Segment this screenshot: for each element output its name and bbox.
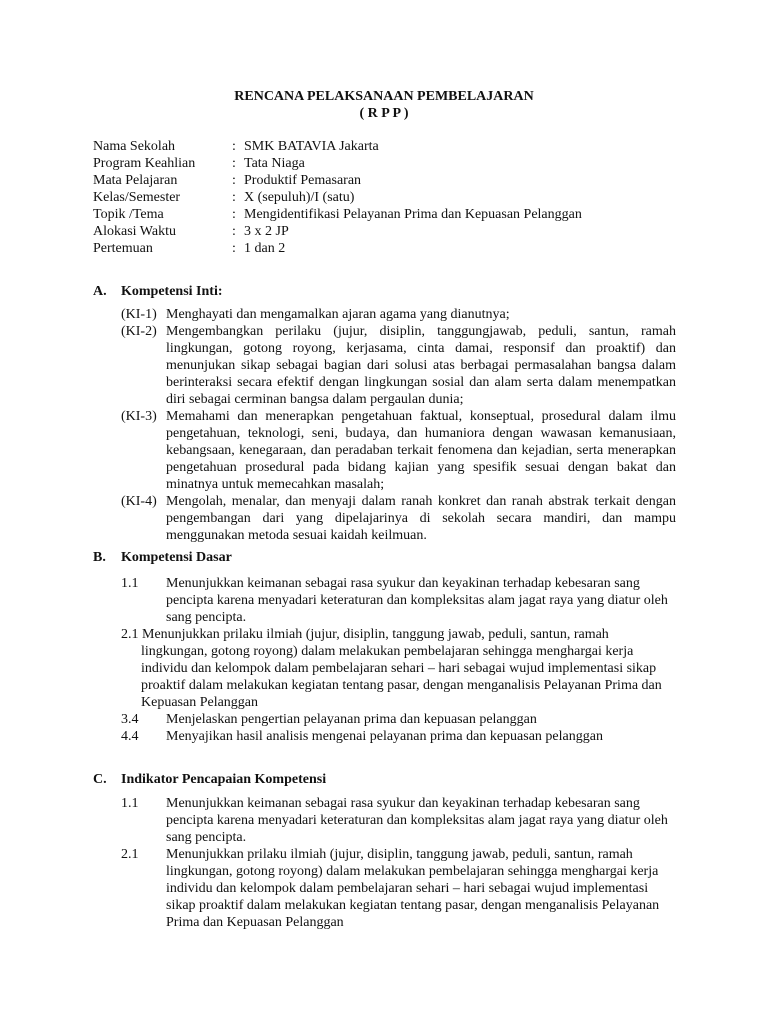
info-value: SMK BATAVIA Jakarta: [244, 139, 379, 154]
info-value: Mengidentifikasi Pelayanan Prima dan Kepuasan Pelanggan: [244, 207, 582, 222]
info-colon: :: [232, 207, 236, 222]
kd-number: 4.4: [121, 729, 139, 744]
list-item: [121, 408, 676, 493]
info-label: Pertemuan: [93, 241, 153, 256]
info-colon: :: [232, 241, 236, 256]
kd-text: Menjelaskan pengertian pelayanan prima dan kepuasan pelanggan: [166, 712, 537, 727]
list-item: [121, 306, 676, 323]
list-item: [121, 728, 676, 745]
info-colon: :: [232, 190, 236, 205]
list-item: [121, 711, 676, 728]
list-item: [121, 626, 676, 711]
kompetensi-inti-list: [121, 306, 676, 544]
info-colon: :: [232, 139, 236, 154]
ki-code: (KI-2): [121, 324, 157, 339]
info-value: Produktif Pemasaran: [244, 173, 362, 188]
kd-number: 3.4: [121, 712, 139, 727]
ipk-number: 2.1: [121, 847, 139, 862]
ki-text: Menghayati dan mengamalkan ajaran agama yang dianutnya;: [166, 307, 510, 322]
info-value: Tata Niaga: [244, 156, 305, 171]
ipk-text: Menunjukkan prilaku ilmiah (jujur, disiplin, tanggung jawab, peduli, santun, ramah lingkungan, gotong royong) dalam melakukan pembelajaran sehingga menghargai kerja individu dan kelompok dalam pembelajaran sehari – hari sebagai wujud implementasi sikap proaktif dalam melakukan kegiatan tentang pasar, dengan menganalisis Pelayanan Prima dan Kepuasan Pelanggan: [166, 847, 660, 930]
ipk-number: 1.1: [121, 796, 139, 811]
ki-text: Mengolah, menalar, dan menyaji dalam ranah konkret dan ranah abstrak terkait dengan pengembangan dari yang dipelajarinya di sekolah secara mandiri, dan mampu menggunakan metoda sesuai kaidah keilmuan.: [166, 494, 676, 543]
indikator-list: [121, 795, 676, 931]
section-title: Indikator Pencapaian Kompetensi: [121, 772, 327, 787]
info-colon: :: [232, 173, 236, 188]
list-item: [121, 575, 676, 626]
list-item: [121, 795, 676, 846]
info-label: Kelas/Semester: [93, 190, 181, 205]
section-heading-indikator: [93, 771, 326, 788]
info-colon: :: [232, 224, 236, 239]
section-letter: B.: [93, 550, 106, 565]
section-title: Kompetensi Inti:: [121, 284, 223, 299]
section-title: Kompetensi Dasar: [121, 550, 232, 565]
section-heading-kompetensi-dasar: [93, 549, 232, 566]
section-letter: A.: [93, 284, 107, 299]
info-value: X (sepuluh)/I (satu): [244, 190, 355, 205]
info-label: Topik /Tema: [93, 207, 164, 222]
info-label: Nama Sekolah: [93, 139, 176, 154]
document-subtitle: ( R P P ): [359, 106, 409, 121]
section-heading-kompetensi-inti: [93, 283, 223, 300]
ki-text: Memahami dan menerapkan pengetahuan faktual, konseptual, prosedural dalam ilmu pengetahuan, teknologi, seni, budaya, dan humaniora dengan wawasan kemanusiaan, kebangsaan, kenegaraan, dan peradaban terkait fenomena dan kejadian, serta menerapkan pengetahuan prosedural pada bidang kajian yang spesifik sesuai dengan bakat dan minatnya untuk memecahkan masalah;: [166, 409, 676, 492]
kd-text: Menunjukkan keimanan sebagai rasa syukur dan keyakinan terhadap kebesaran sang pencipta karena menyadari keteraturan dan kompleksitas alam jagat raya yang diatur oleh sang pencipta.: [166, 576, 668, 625]
ipk-text: Menunjukkan keimanan sebagai rasa syukur dan keyakinan terhadap kebesaran sang pencipta karena menyadari keteraturan dan kompleksitas alam jagat raya yang diatur oleh sang pencipta.: [166, 796, 668, 845]
list-item: [121, 323, 676, 408]
ki-text: Mengembangkan perilaku (jujur, disiplin, tanggungjawab, peduli, santun, ramah lingkungan, gotong royong, kerjasama, cinta damai, responsif dan proaktif) dan menunjukan sikap sebagai bagian dari solusi atas berbagai permasalahan bangsa dalam berinteraksi secara efektif dengan lingkungan sosial dan alam serta dalam menempatkan diri sebagai cerminan bangsa dalam pergaulan dunia;: [166, 324, 676, 407]
kd-number: 1.1: [121, 576, 139, 591]
info-label: Alokasi Waktu: [93, 224, 176, 239]
list-item: [121, 846, 676, 931]
document-title: RENCANA PELAKSANAAN PEMBELAJARAN: [234, 89, 534, 104]
info-label: Program Keahlian: [93, 156, 196, 171]
info-value: 3 x 2 JP: [244, 224, 289, 239]
section-letter: C.: [93, 772, 107, 787]
info-value: 1 dan 2: [244, 241, 286, 256]
info-label: Mata Pelajaran: [93, 173, 178, 188]
list-item: [121, 493, 676, 544]
kd-text: Menyajikan hasil analisis mengenai pelayanan prima dan kepuasan pelanggan: [166, 729, 603, 744]
kd-inline-body: [121, 626, 676, 711]
kompetensi-dasar-list: [121, 575, 676, 745]
kd-number: 2.1: [121, 627, 139, 642]
ki-code: (KI-1): [121, 307, 157, 322]
ki-code: (KI-4): [121, 494, 157, 509]
kd-text: Menunjukkan prilaku ilmiah (jujur, disiplin, tanggung jawab, peduli, santun, ramah lingkungan, gotong royong) dalam melakukan pembelajaran sehingga menghargai kerja individu dan kelompok dalam pembelajaran sehari – hari sebagai wujud implementasi sikap proaktif dalam melakukan kegiatan tentang pasar, dengan menganalisis Pelayanan Prima dan Kepuasan Pelanggan: [141, 627, 662, 710]
ki-code: (KI-3): [121, 409, 157, 424]
info-colon: :: [232, 156, 236, 171]
